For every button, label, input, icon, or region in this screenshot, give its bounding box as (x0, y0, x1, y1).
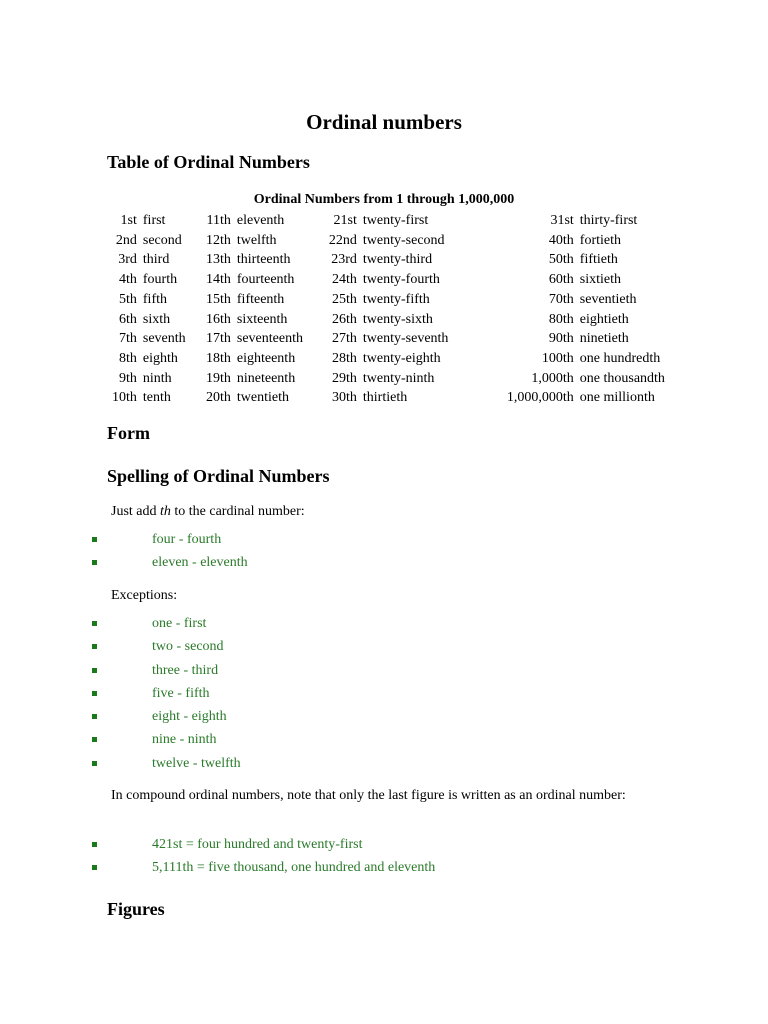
ordinal-figure: 40th (548, 232, 574, 248)
list-item (0, 682, 768, 705)
ordinal-figure: 10th (112, 390, 137, 406)
ordinal-numbers-table (112, 211, 684, 408)
list-item (0, 659, 768, 682)
ordinal-word: fortieth (579, 232, 621, 248)
ordinal-word: thirty-first (579, 213, 638, 228)
bullet-square-icon (92, 737, 97, 742)
ordinal-figure: 17th (206, 331, 231, 347)
ordinal-figure: 90th (548, 331, 574, 347)
ordinal-word: seventh (142, 331, 186, 347)
list-item-text: three - third (152, 662, 219, 678)
ordinal-word: twenty-fourth (362, 272, 440, 288)
ordinal-word: twentieth (236, 390, 289, 406)
bullet-square-icon (92, 560, 97, 565)
bullet-square-icon (92, 842, 97, 847)
list-item (0, 551, 768, 574)
compound-examples-list (0, 833, 768, 880)
bullet-square-icon (92, 761, 97, 766)
table-row (112, 388, 684, 408)
ordinal-word: one hundredth (579, 350, 661, 366)
ordinal-word: second (142, 232, 182, 248)
list-item-text: twelve - twelfth (152, 755, 241, 771)
ordinal-figure: 1st (120, 213, 137, 228)
ordinal-figure: 9th (119, 370, 137, 386)
ordinal-word: thirteenth (236, 252, 291, 268)
ordinal-word: twenty-seventh (362, 331, 449, 347)
list-item (0, 612, 768, 635)
list-item-text: 421st = four hundred and twenty-first (152, 837, 363, 852)
ordinal-word: sixteenth (236, 311, 288, 327)
bullet-square-icon (92, 621, 97, 626)
exceptions-label: Exceptions: (111, 588, 178, 603)
ordinal-figure: 7th (119, 331, 137, 347)
compound-note: In compound ordinal numbers, note that only the last figure is written as an ordinal number: (111, 788, 626, 803)
ordinal-figure: 14th (206, 272, 231, 288)
ordinal-word: fourteenth (236, 272, 295, 288)
figures-heading: Figures (107, 899, 165, 919)
table-row (112, 369, 684, 389)
ordinal-figure: 12th (206, 232, 231, 248)
ordinal-figure: 70th (548, 291, 574, 307)
ordinal-word: sixtieth (579, 272, 622, 288)
ordinal-figure: 60th (548, 272, 574, 288)
list-item-text: eleven - eleventh (152, 555, 248, 571)
table-row (112, 270, 684, 290)
table-row (112, 329, 684, 349)
bullet-square-icon (92, 714, 97, 719)
ordinal-figure: 6th (119, 311, 137, 327)
ordinal-word: sixth (142, 311, 171, 327)
list-item (0, 752, 768, 775)
ordinal-figure: 15th (206, 291, 231, 307)
list-item (0, 528, 768, 551)
ordinal-figure: 23rd (331, 252, 357, 268)
table-caption: Ordinal Numbers from 1 through 1,000,000 (253, 192, 515, 207)
bullet-square-icon (92, 644, 97, 649)
ordinal-word: twenty-sixth (362, 311, 433, 327)
bullet-square-icon (92, 865, 97, 870)
ordinal-word: fifth (142, 291, 167, 307)
ordinal-figure: 29th (332, 370, 357, 386)
ordinal-word: twelfth (236, 232, 277, 248)
ordinal-word: first (142, 213, 166, 228)
ordinal-figure: 8th (119, 350, 137, 366)
ordinal-figure: 26th (332, 311, 357, 327)
list-item-text: two - second (152, 639, 224, 655)
table-row (112, 290, 684, 310)
table-row (112, 231, 684, 251)
ordinal-figure: 21st (333, 213, 357, 228)
ordinal-word: nineteenth (236, 370, 296, 386)
list-item (0, 705, 768, 728)
intro-text-em: th (160, 504, 171, 519)
bullet-square-icon (92, 691, 97, 696)
ordinal-word: seventieth (579, 291, 637, 307)
table-row (112, 310, 684, 330)
ordinal-word: eleventh (236, 213, 285, 228)
spelling-heading: Spelling of Ordinal Numbers (107, 466, 330, 486)
ordinal-figure: 31st (550, 213, 574, 228)
list-item-text: four - fourth (152, 532, 222, 547)
ordinal-word: eighth (142, 350, 178, 366)
ordinal-word: twenty-eighth (362, 350, 441, 366)
ordinal-word: eightieth (579, 311, 629, 327)
ordinal-word: twenty-fifth (362, 291, 430, 307)
list-item-text: eight - eighth (152, 709, 227, 725)
ordinal-figure: 18th (206, 350, 231, 366)
ordinal-figure: 20th (206, 390, 231, 406)
ordinal-word: ninth (142, 370, 172, 386)
table-row (112, 349, 684, 369)
ordinal-figure: 25th (332, 291, 357, 307)
form-heading: Form (107, 423, 150, 443)
ordinal-figure: 4th (119, 272, 137, 288)
ordinal-table-body (112, 211, 684, 408)
exceptions-list (0, 612, 768, 775)
list-item (0, 856, 768, 879)
ordinal-word: eighteenth (236, 350, 296, 366)
ordinal-figure: 80th (548, 311, 574, 327)
bullet-square-icon (92, 668, 97, 673)
intro-text-after: to the cardinal number: (170, 504, 305, 519)
ordinal-word: fiftieth (579, 252, 618, 268)
regular-examples-list (0, 528, 768, 575)
ordinal-word: one millionth (579, 390, 655, 406)
ordinal-figure: 30th (332, 390, 357, 406)
list-item (0, 833, 768, 856)
ordinal-figure: 1,000th (531, 370, 574, 386)
ordinal-figure: 13th (206, 252, 231, 268)
ordinal-word: tenth (142, 390, 171, 406)
list-item (0, 635, 768, 658)
ordinal-word: fourth (142, 272, 178, 288)
ordinal-word: fifteenth (236, 291, 285, 307)
page-title: Ordinal numbers (306, 110, 462, 134)
spelling-intro (111, 501, 631, 523)
list-item-text: five - fifth (152, 685, 210, 701)
table-row (112, 250, 684, 270)
ordinal-figure: 24th (332, 272, 357, 288)
table-row (112, 211, 684, 231)
ordinal-figure: 5th (119, 291, 137, 307)
ordinal-figure: 1,000,000th (506, 390, 574, 406)
ordinal-word: thirtieth (362, 390, 408, 406)
list-item-text: nine - ninth (152, 732, 217, 748)
list-item-text: 5,111th = five thousand, one hundred and eleventh (152, 860, 436, 876)
ordinal-word: twenty-second (362, 232, 445, 248)
ordinal-word: twenty-third (362, 252, 433, 268)
ordinal-figure: 28th (332, 350, 357, 366)
bullet-square-icon (92, 537, 97, 542)
ordinal-figure: 11th (206, 213, 231, 228)
ordinal-figure: 3rd (118, 252, 137, 268)
ordinal-word: one thousandth (579, 370, 665, 386)
list-item (0, 728, 768, 751)
ordinal-figure: 16th (206, 311, 231, 327)
table-of-ordinal-numbers-heading: Table of Ordinal Numbers (107, 152, 310, 172)
ordinal-figure: 2nd (115, 232, 137, 248)
ordinal-word: third (142, 252, 170, 268)
ordinal-word: twenty-first (362, 213, 429, 228)
ordinal-figure: 50th (548, 252, 574, 268)
ordinal-figure: 22nd (328, 232, 357, 248)
ordinal-word: seventeenth (236, 331, 303, 347)
intro-text-before: Just add (111, 504, 160, 519)
ordinal-word: ninetieth (579, 331, 629, 347)
list-item-text: one - first (152, 616, 207, 631)
ordinal-figure: 100th (541, 350, 574, 366)
ordinal-word: twenty-ninth (362, 370, 435, 386)
ordinal-figure: 27th (332, 331, 357, 347)
ordinal-figure: 19th (206, 370, 231, 386)
